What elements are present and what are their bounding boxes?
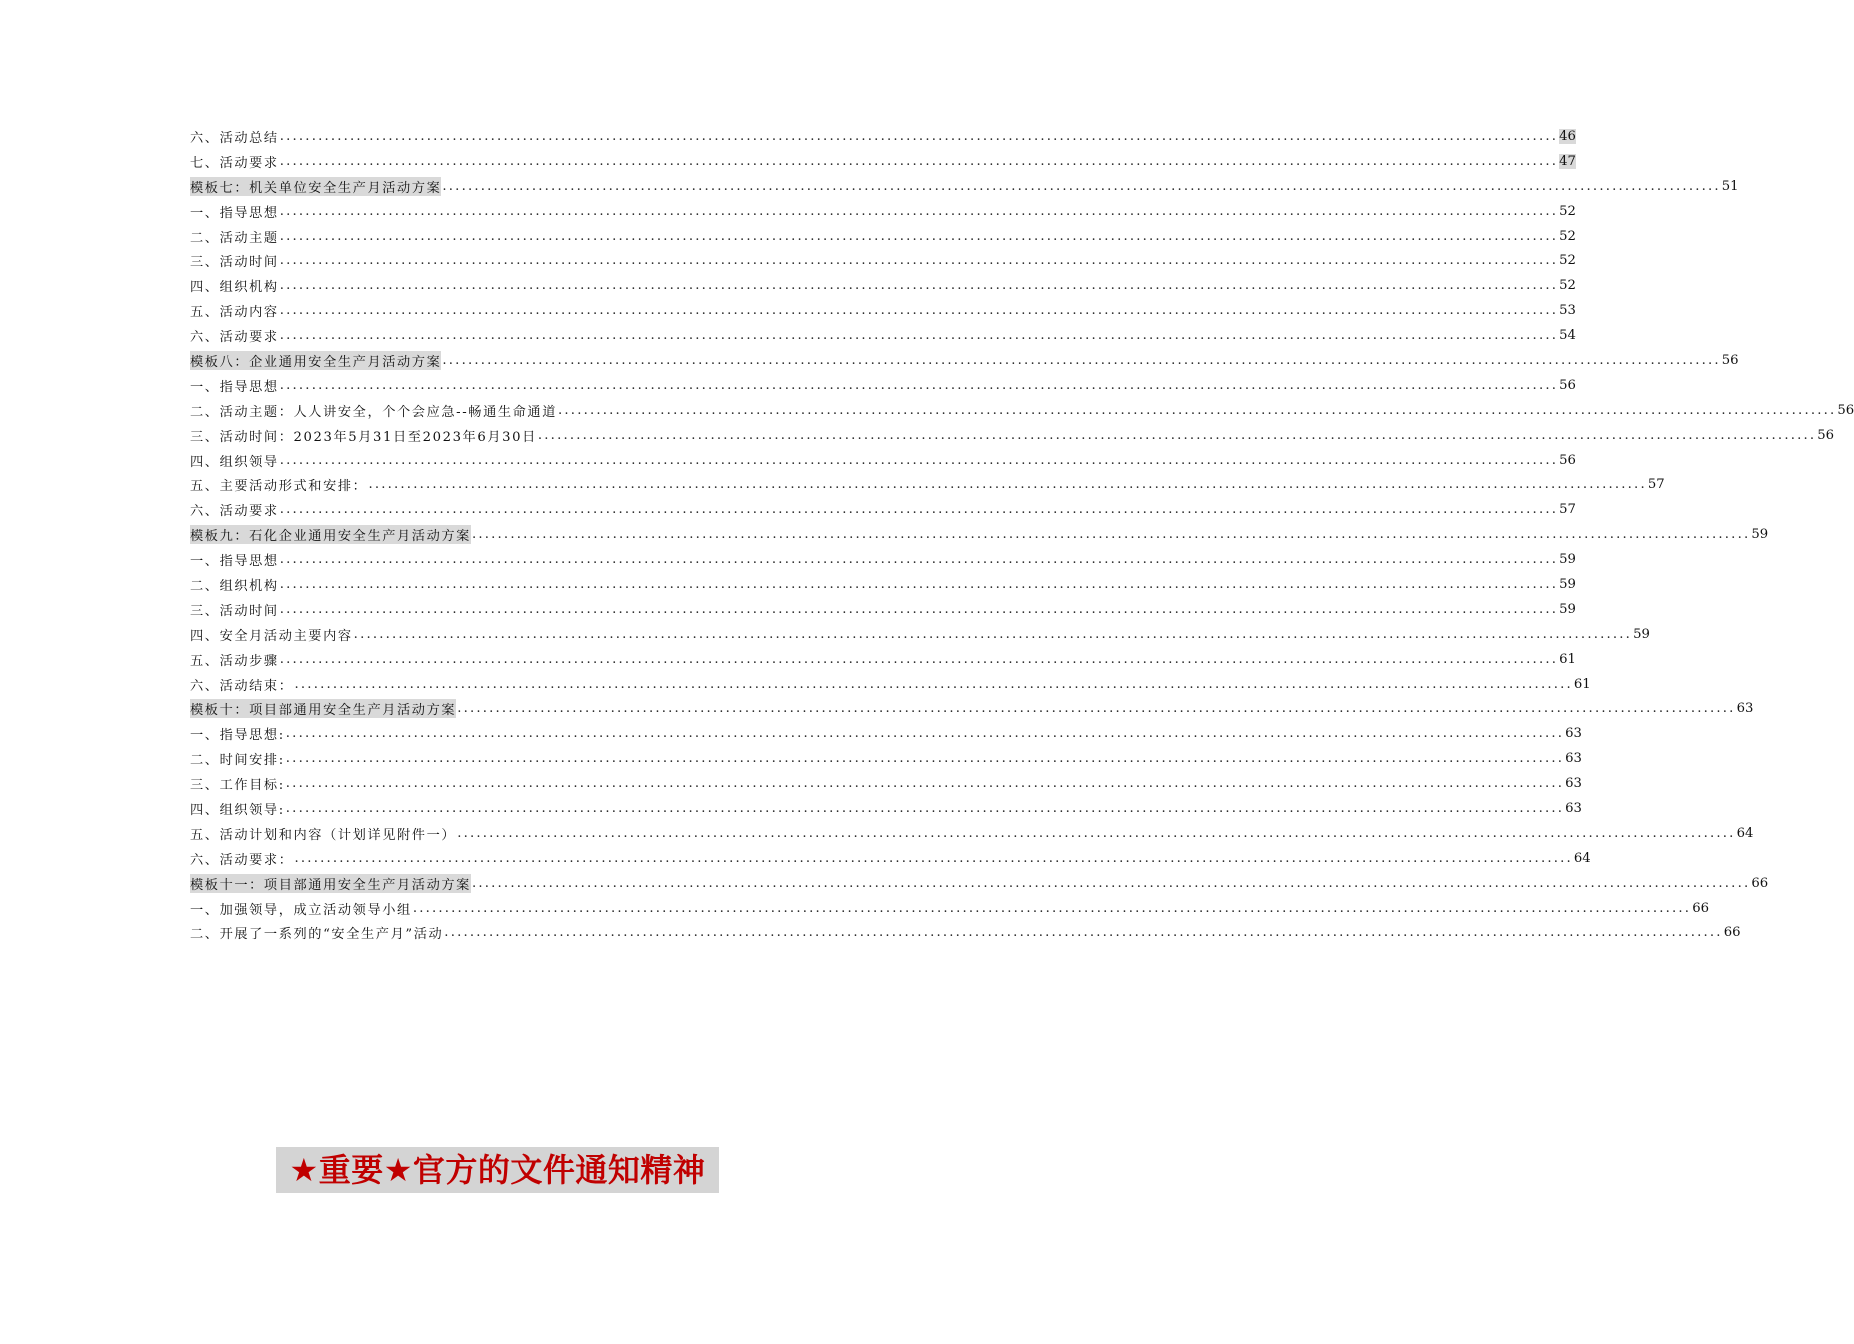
toc-leader-dots: ........................................................................................................................................................................................................ [279, 377, 1559, 393]
toc-leader-dots: ........................................................................................................................................................................................................ [457, 701, 1736, 717]
toc-entry-title: 六、活动要求 [190, 330, 279, 346]
toc-entry-title: 一、指导思想: [190, 728, 285, 744]
toc-entry[interactable] [190, 647, 1576, 672]
toc-page-number: 46 [1559, 128, 1576, 144]
toc-entry-title: 五、主要活动形式和安排： [190, 479, 368, 495]
toc-entry[interactable] [190, 124, 1576, 149]
toc-page-number: 59 [1559, 552, 1576, 568]
toc-page-number: 59 [1559, 576, 1576, 592]
toc-page-number: 56 [1559, 452, 1576, 468]
toc-entry-title: 模板十一：项目部通用安全生产月活动方案 [190, 874, 471, 893]
toc-entry[interactable] [190, 547, 1576, 572]
toc-leader-dots: ........................................................................................................................................................................................................ [279, 502, 1559, 518]
toc-entry-title: 三、活动时间 [190, 255, 279, 271]
toc-page-number: 52 [1559, 203, 1576, 219]
toc-entry-title: 一、指导思想 [190, 554, 279, 570]
toc-entry[interactable] [190, 572, 1576, 597]
toc-leader-dots: ........................................................................................................................................................................................................ [279, 651, 1559, 667]
toc-page-number: 63 [1565, 751, 1582, 767]
toc-entry-title: 模板八：企业通用安全生产月活动方案 [190, 351, 441, 370]
toc-entry-title: 一、指导思想 [190, 379, 279, 395]
toc-page-number: 61 [1573, 676, 1591, 692]
toc-leader-dots: ........................................................................................................................................................................................................ [442, 352, 1721, 368]
toc-page-number: 54 [1559, 328, 1576, 344]
toc-page-number: 56 [1559, 377, 1576, 393]
toc-entry[interactable] [190, 497, 1576, 522]
toc-page-number: 56 [1837, 402, 1854, 418]
toc-leader-dots: ........................................................................................................................................................................................................ [368, 477, 1647, 493]
toc-leader-dots: ........................................................................................................................................................................................................ [279, 228, 1559, 244]
toc-leader-dots: ........................................................................................................................................................................................................ [279, 328, 1559, 344]
toc-entry[interactable] [190, 373, 1576, 398]
toc-page-number: 63 [1565, 800, 1582, 816]
toc-entry-title: 二、活动主题 [190, 230, 279, 246]
toc-entry-title: 六、活动要求： [190, 852, 294, 868]
toc-leader-dots: ........................................................................................................................................................................................................ [279, 203, 1559, 219]
toc-entry[interactable] [190, 597, 1576, 622]
toc-section-entry[interactable] [190, 696, 1754, 721]
toc-page-number: 57 [1647, 477, 1665, 493]
toc-leader-dots: ........................................................................................................................................................................................................ [279, 128, 1559, 144]
toc-entry-title: 二、组织机构 [190, 578, 279, 594]
toc-entry[interactable] [190, 746, 1582, 771]
toc-entry[interactable] [190, 796, 1582, 821]
toc-entry-title: 四、安全月活动主要内容 [190, 628, 353, 644]
toc-entry-title: 四、组织领导: [190, 802, 285, 818]
toc-entry[interactable] [190, 472, 1665, 497]
toc-entry[interactable] [190, 846, 1591, 871]
toc-page-number: 52 [1559, 278, 1576, 294]
toc-entry-title: 五、活动计划和内容（计划详见附件一） [190, 827, 457, 843]
toc-leader-dots: ........................................................................................................................................................................................................ [279, 253, 1559, 269]
toc-entry[interactable] [190, 622, 1650, 647]
toc-entry-title: 四、组织领导 [190, 454, 279, 470]
toc-entry-title: 五、活动步骤 [190, 653, 279, 669]
toc-entry-title: 模板九：石化企业通用安全生产月活动方案 [190, 525, 471, 544]
toc-leader-dots: ........................................................................................................................................................................................................ [279, 576, 1559, 592]
toc-section-entry[interactable] [190, 174, 1739, 199]
toc-page-number: 56 [1721, 352, 1739, 368]
toc-page-number: 59 [1751, 527, 1769, 543]
toc-leader-dots: ........................................................................................................................................................................................................ [412, 900, 1692, 916]
toc-leader-dots: ........................................................................................................................................................................................................ [471, 875, 1751, 891]
toc-entry[interactable] [190, 771, 1582, 796]
toc-leader-dots: ........................................................................................................................................................................................................ [279, 303, 1559, 319]
toc-entry[interactable] [190, 921, 1741, 946]
toc-leader-dots: ........................................................................................................................................................................................................ [279, 278, 1559, 294]
toc-entry[interactable] [190, 896, 1709, 921]
toc-page-number: 56 [1817, 427, 1835, 443]
table-of-contents [190, 124, 1854, 945]
toc-leader-dots: ........................................................................................................................................................................................................ [537, 427, 1817, 443]
toc-leader-dots: ........................................................................................................................................................................................................ [444, 925, 1723, 941]
toc-leader-dots: ........................................................................................................................................................................................................ [285, 776, 1565, 792]
toc-section-entry[interactable] [190, 871, 1769, 896]
toc-leader-dots: ........................................................................................................................................................................................................ [558, 402, 1837, 418]
toc-page-number: 63 [1565, 776, 1582, 792]
toc-leader-dots: ........................................................................................................................................................................................................ [279, 452, 1559, 468]
toc-entry-title: 三、活动时间 [190, 603, 279, 619]
toc-page-number: 57 [1559, 502, 1576, 518]
important-notice-banner[interactable]: ★重要★官方的文件通知精神 [276, 1147, 719, 1193]
toc-entry[interactable] [190, 199, 1576, 224]
toc-page-number: 66 [1751, 875, 1769, 891]
toc-entry[interactable] [190, 423, 1835, 448]
toc-entry-title: 二、开展了一系列的“安全生产月”活动 [190, 927, 444, 943]
toc-entry[interactable] [190, 721, 1582, 746]
toc-leader-dots: ........................................................................................................................................................................................................ [285, 751, 1565, 767]
toc-entry[interactable] [190, 323, 1576, 348]
toc-leader-dots: ........................................................................................................................................................................................................ [353, 626, 1633, 642]
toc-entry-title: 一、指导思想 [190, 205, 279, 221]
toc-entry[interactable] [190, 248, 1576, 273]
toc-section-entry[interactable] [190, 348, 1739, 373]
toc-entry-title: 五、活动内容 [190, 305, 279, 321]
toc-page-number: 66 [1692, 900, 1709, 916]
toc-leader-dots: ........................................................................................................................................................................................................ [471, 527, 1751, 543]
toc-leader-dots: ........................................................................................................................................................................................................ [294, 676, 1573, 692]
toc-leader-dots: ........................................................................................................................................................................................................ [285, 726, 1565, 742]
toc-entry-title: 模板七：机关单位安全生产月活动方案 [190, 177, 441, 196]
toc-entry-title: 二、时间安排: [190, 753, 285, 769]
toc-page-number: 52 [1559, 253, 1576, 269]
toc-entry[interactable] [190, 448, 1576, 473]
toc-entry-title: 七、活动要求 [190, 155, 279, 171]
toc-page-number: 52 [1559, 228, 1576, 244]
toc-page-number: 59 [1633, 626, 1650, 642]
toc-page-number: 64 [1573, 850, 1591, 866]
toc-entry[interactable] [190, 398, 1854, 423]
toc-page-number: 63 [1736, 701, 1754, 717]
toc-entry[interactable] [190, 298, 1576, 323]
toc-page-number: 64 [1736, 825, 1754, 841]
toc-entry-title: 六、活动要求 [190, 504, 279, 520]
toc-entry[interactable] [190, 149, 1576, 174]
toc-leader-dots: ........................................................................................................................................................................................................ [442, 178, 1721, 194]
toc-entry-title: 一、加强领导，成立活动领导小组 [190, 902, 412, 918]
toc-entry[interactable] [190, 273, 1576, 298]
toc-entry-title: 三、活动时间：2023年5月31日至2023年6月30日 [190, 429, 537, 445]
toc-entry-title: 六、活动结束： [190, 678, 294, 694]
toc-leader-dots: ........................................................................................................................................................................................................ [294, 850, 1573, 866]
toc-entry[interactable] [190, 672, 1591, 697]
toc-page-number: 51 [1721, 178, 1739, 194]
toc-entry[interactable] [190, 224, 1576, 249]
toc-section-entry[interactable] [190, 522, 1769, 547]
toc-page-number: 47 [1559, 153, 1576, 169]
toc-entry-title: 六、活动总结 [190, 130, 279, 146]
toc-leader-dots: ........................................................................................................................................................................................................ [279, 153, 1559, 169]
toc-page-number: 59 [1559, 601, 1576, 617]
toc-leader-dots: ........................................................................................................................................................................................................ [457, 825, 1736, 841]
toc-leader-dots: ........................................................................................................................................................................................................ [279, 552, 1559, 568]
toc-page-number: 63 [1565, 726, 1582, 742]
toc-leader-dots: ........................................................................................................................................................................................................ [285, 800, 1565, 816]
toc-entry[interactable] [190, 821, 1754, 846]
toc-entry-title: 四、组织机构 [190, 280, 279, 296]
toc-entry-title: 模板十：项目部通用安全生产月活动方案 [190, 699, 456, 718]
toc-page-number: 61 [1559, 651, 1576, 667]
toc-entry-title: 三、工作目标: [190, 778, 285, 794]
toc-page-number: 53 [1559, 303, 1576, 319]
toc-leader-dots: ........................................................................................................................................................................................................ [279, 601, 1559, 617]
toc-entry-title: 二、活动主题：人人讲安全，个个会应急--畅通生命通道 [190, 404, 558, 420]
toc-page-number: 66 [1723, 925, 1741, 941]
